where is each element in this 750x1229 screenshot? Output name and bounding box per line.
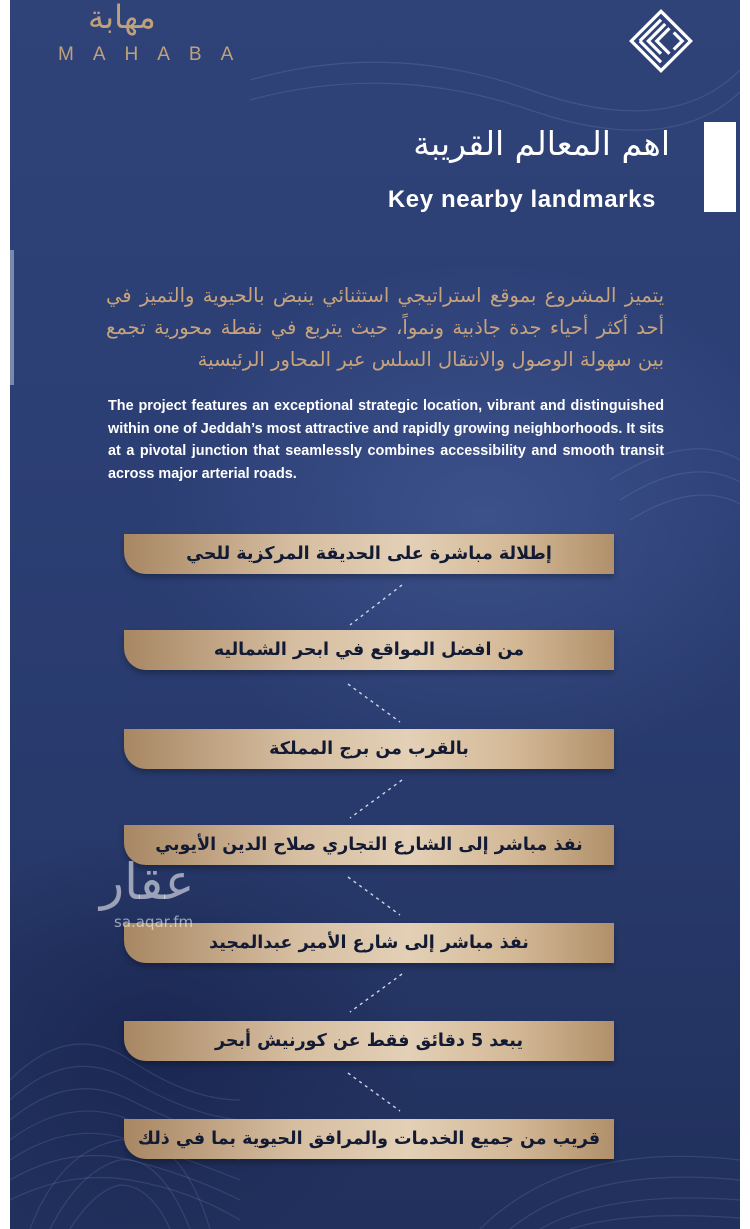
page-title-english: Key nearby landmarks [387, 186, 656, 213]
landmark-label: قريب من جميع الخدمات والمرافق الحيوية بما في ذلك [137, 1129, 601, 1149]
landmark-label: بالقرب من برج المملكة [269, 739, 469, 759]
intro-paragraph-arabic: يتميز المشروع بموقع استراتيجي استثنائي ينبض بالحيوية والتميز في أحد أكثر أحياء جدة جاذبية ونمواً، حيث يتربع في نقطة محورية تجمع بين سهولة الوصول والانتقال السلس عبر المحاور الرئيسية [106, 284, 664, 371]
watermark-logo: عقار [100, 853, 195, 911]
landmark-item [124, 630, 614, 670]
landmark-item [124, 1021, 614, 1061]
landmark-label: نفذ مباشر إلى شارع الأمير عبدالمجيد [209, 933, 529, 953]
brochure-page [10, 0, 740, 1229]
developer-logo-icon [626, 6, 696, 76]
landmark-item [124, 923, 614, 963]
watermark-url: sa.aqar.fm [114, 913, 194, 931]
brand-logo-latin: MAHABA [58, 44, 253, 65]
left-edge-strip [10, 250, 14, 385]
brand-logo-arabic: مهابة [88, 0, 156, 36]
landmark-item [124, 825, 614, 865]
landmark-label: من افضل المواقع في ابحر الشماليه [213, 640, 525, 660]
landmark-label: نفذ مباشر إلى الشارع التجاري صلاح الدين الأيوبي [155, 835, 583, 855]
landmark-item [124, 534, 614, 574]
landmark-label: يبعد 5 دقائق فقط عن كورنيش أبحر [214, 1031, 524, 1051]
intro-paragraph-english: The project features an exceptional strategic location, vibrant and distinguished within one of Jeddah’s most attractive and rapidly growing neighborhoods. It sits at a pivotal junction that seamlessly combines accessibility and smooth transit across major arterial roads. [108, 398, 664, 482]
right-edge-tab [704, 122, 736, 212]
landmark-item [124, 1119, 614, 1159]
page-title-arabic: اهم المعالم القريبة [413, 124, 670, 163]
landmark-label: إطلالة مباشرة على الحديقة المركزية للحي [186, 544, 552, 564]
landmark-item [124, 729, 614, 769]
